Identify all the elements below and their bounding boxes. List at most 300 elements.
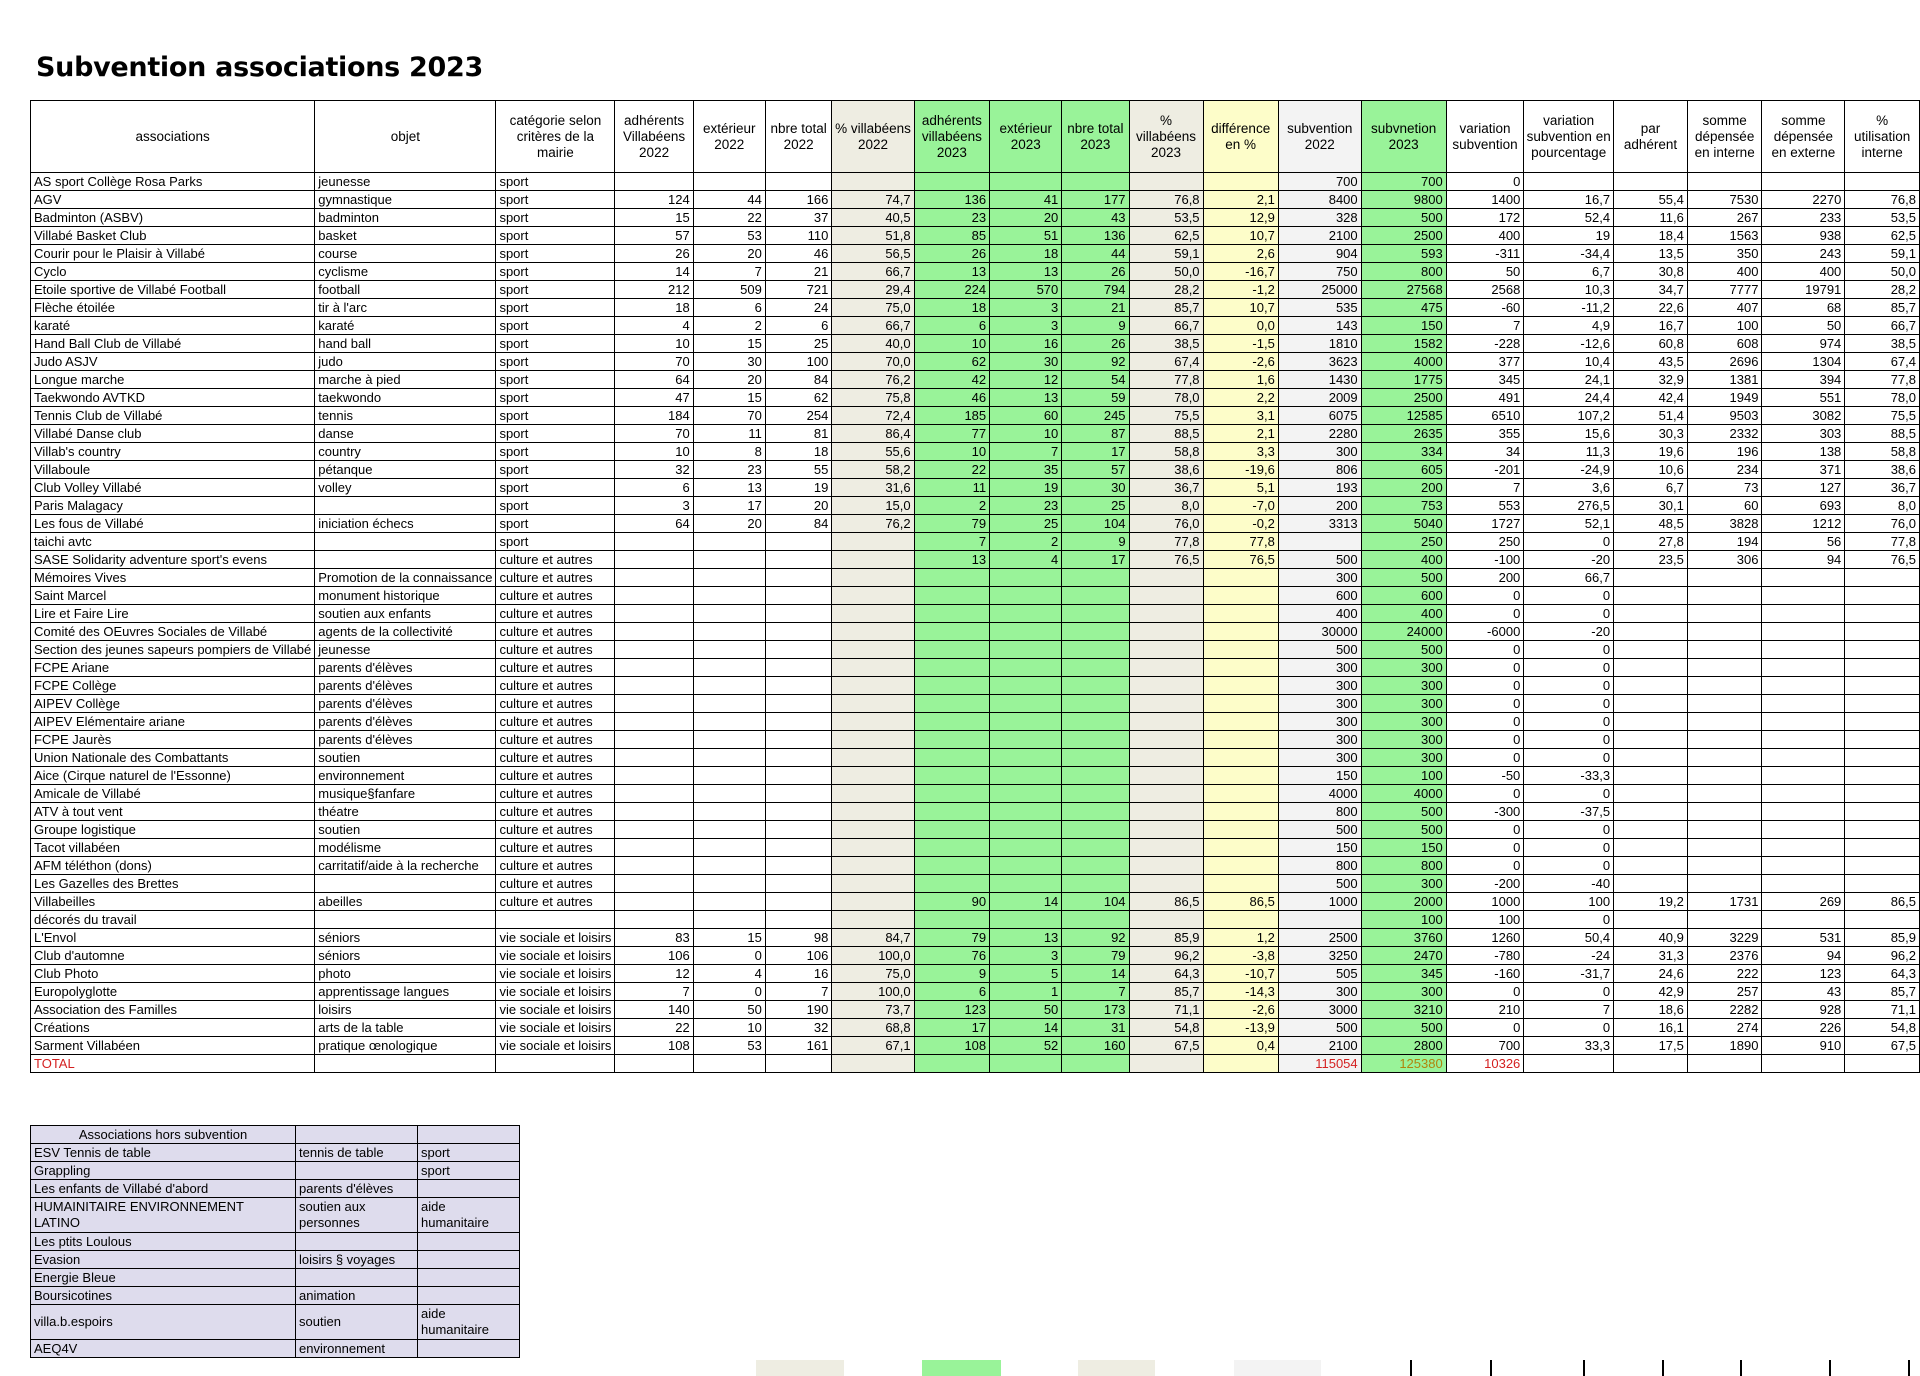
table-cell: 17,5 [1614,1037,1688,1055]
table-cell: 64,3 [1129,965,1203,983]
table-cell [990,821,1062,839]
table-cell: Villabé Danse club [31,425,315,443]
table-cell: 24000 [1361,623,1446,641]
hors-row [31,1162,520,1180]
table-cell [1845,605,1920,623]
table-cell [1129,587,1203,605]
table-cell [1845,785,1920,803]
table-cell: 24,6 [1614,965,1688,983]
table-cell: 32 [765,1019,832,1037]
table-cell [1203,641,1278,659]
table-cell: AIPEV Collège [31,695,315,713]
table-cell: 22 [914,461,990,479]
table-cell [765,641,832,659]
table-cell: 62 [914,353,990,371]
table-cell: 2282 [1687,1001,1762,1019]
table-cell: animation [296,1287,418,1305]
table-cell: 11,6 [1614,209,1688,227]
table-cell: 6510 [1446,407,1524,425]
table-cell: 124 [615,191,693,209]
table-cell: AEQ4V [31,1340,296,1358]
table-cell [1845,1055,1920,1073]
table-cell: Association des Familles [31,1001,315,1019]
table-cell: 66,7 [1845,317,1920,335]
table-cell: Grappling [31,1162,296,1180]
table-cell: ATV à tout vent [31,803,315,821]
table-cell [832,749,914,767]
table-cell [1762,695,1845,713]
table-cell: sport [496,371,615,389]
table-cell: 400 [1687,263,1762,281]
table-cell: 21 [765,263,832,281]
table-cell [1062,641,1129,659]
table-cell [914,803,990,821]
table-cell: 0 [693,983,765,1001]
table-cell: 85,7 [1129,299,1203,317]
table-cell: 85 [914,227,990,245]
table-cell [693,605,765,623]
table-row [31,587,1920,605]
table-cell: théatre [315,803,496,821]
table-cell: 150 [1361,839,1446,857]
table-cell: 22,6 [1614,299,1688,317]
table-cell: 16 [765,965,832,983]
table-cell [1762,767,1845,785]
table-cell: 6 [914,317,990,335]
table-cell: 40,9 [1614,929,1688,947]
table-cell: 67,1 [832,1037,914,1055]
hors-row [31,1305,520,1340]
table-cell: 3250 [1278,947,1361,965]
table-cell: 7 [765,983,832,1001]
table-cell: -780 [1446,947,1524,965]
table-cell [1845,623,1920,641]
table-cell: 1381 [1687,371,1762,389]
table-cell [832,605,914,623]
table-cell: 75,8 [832,389,914,407]
table-cell: 531 [1762,929,1845,947]
table-cell: sport [496,389,615,407]
table-cell [765,569,832,587]
table-cell [1687,839,1762,857]
table-cell: 2470 [1361,947,1446,965]
table-cell [693,677,765,695]
table-cell: 19791 [1762,281,1845,299]
table-cell: 27,8 [1614,533,1688,551]
table-cell: 66,7 [832,317,914,335]
table-cell [832,875,914,893]
table-row [31,245,1920,263]
table-cell: 14 [990,893,1062,911]
table-cell: arts de la table [315,1019,496,1037]
table-cell [914,731,990,749]
table-cell [1845,875,1920,893]
table-cell: 0 [1524,731,1614,749]
column-header: somme dépensée en externe [1762,101,1845,173]
table-cell: 100 [1446,911,1524,929]
table-cell: -200 [1446,875,1524,893]
table-cell: -2,6 [1203,353,1278,371]
table-cell [914,875,990,893]
table-cell: Les enfants de Villabé d'abord [31,1180,296,1198]
column-header: catégorie selon critères de la mairie [496,101,615,173]
table-cell: 5040 [1361,515,1446,533]
table-cell: 18,4 [1614,227,1688,245]
table-cell: 50,0 [1129,263,1203,281]
table-cell [765,605,832,623]
table-cell: tennis [315,407,496,425]
table-cell [1687,749,1762,767]
hors-row [31,1180,520,1198]
table-row [31,353,1920,371]
table-cell: 245 [1062,407,1129,425]
table-cell: 98 [765,929,832,947]
table-cell: 75,5 [1845,407,1920,425]
table-cell: sport [496,317,615,335]
table-cell [765,731,832,749]
hors-row [31,1198,520,1233]
table-cell: 2500 [1278,929,1361,947]
table-cell [1614,749,1688,767]
table-cell: 2,1 [1203,191,1278,209]
table-cell: 34,7 [1614,281,1688,299]
table-cell: 14 [990,1019,1062,1037]
table-cell: Europolyglotte [31,983,315,1001]
table-cell [693,839,765,857]
table-cell: 25000 [1278,281,1361,299]
table-cell: Evasion [31,1251,296,1269]
table-cell: -2,6 [1203,1001,1278,1019]
table-cell: 24,1 [1524,371,1614,389]
table-cell: 0 [1524,641,1614,659]
table-cell: cyclisme [315,263,496,281]
table-cell [1062,749,1129,767]
table-cell: environnement [315,767,496,785]
table-cell: 10,6 [1614,461,1688,479]
table-cell [832,623,914,641]
table-cell [1203,821,1278,839]
table-cell: Groupe logistique [31,821,315,839]
table-cell: 10 [990,425,1062,443]
table-cell: 23 [914,209,990,227]
table-cell: 303 [1762,425,1845,443]
table-cell: 161 [765,1037,832,1055]
table-cell [418,1233,520,1251]
table-cell [693,875,765,893]
table-cell: 46 [914,389,990,407]
table-cell [315,911,496,929]
table-cell: -3,8 [1203,947,1278,965]
table-cell: 0 [1446,677,1524,695]
table-cell: 92 [1062,929,1129,947]
table-cell: football [315,281,496,299]
table-cell: 608 [1687,335,1762,353]
table-cell [693,659,765,677]
table-cell: 52 [990,1037,1062,1055]
table-cell: 700 [1278,173,1361,191]
table-cell: 20 [693,371,765,389]
table-cell: 16,7 [1524,191,1614,209]
table-cell: 1775 [1361,371,1446,389]
table-cell: -14,3 [1203,983,1278,1001]
table-cell: 0 [1446,821,1524,839]
table-cell [615,767,693,785]
table-cell: pratique œnologique [315,1037,496,1055]
table-cell [765,173,832,191]
table-cell [765,1055,832,1073]
table-cell [418,1180,520,1198]
table-cell: 77,8 [1845,533,1920,551]
table-cell: 400 [1446,227,1524,245]
table-cell [914,857,990,875]
table-cell: 3313 [1278,515,1361,533]
table-cell: 1212 [1762,515,1845,533]
table-cell [315,497,496,515]
table-cell [1845,677,1920,695]
table-cell: 62 [765,389,832,407]
table-cell: Judo ASJV [31,353,315,371]
table-cell: 904 [1278,245,1361,263]
table-cell [832,731,914,749]
table-cell [1762,173,1845,191]
table-cell: 4000 [1361,353,1446,371]
table-cell: 300 [1278,443,1361,461]
table-cell: 3 [615,497,693,515]
table-cell: culture et autres [496,623,615,641]
table-cell: 400 [1361,551,1446,569]
table-cell: 9503 [1687,407,1762,425]
table-cell [1062,911,1129,929]
table-cell [765,533,832,551]
table-cell [990,641,1062,659]
table-cell: 77,8 [1203,533,1278,551]
table-cell: 269 [1762,893,1845,911]
table-cell: 136 [914,191,990,209]
table-cell: 67,4 [1845,353,1920,371]
table-cell: 355 [1446,425,1524,443]
table-cell: 70 [615,425,693,443]
table-cell [765,785,832,803]
table-cell: 19 [765,479,832,497]
table-cell: sport [496,173,615,191]
table-cell: sport [496,191,615,209]
table-row [31,173,1920,191]
table-cell [1129,677,1203,695]
table-cell: 250 [1446,533,1524,551]
table-cell: 1890 [1687,1037,1762,1055]
table-cell [693,767,765,785]
table-cell: 110 [765,227,832,245]
table-cell: 76,5 [1129,551,1203,569]
table-cell: 3 [990,299,1062,317]
table-cell: 4 [615,317,693,335]
table-row [31,281,1920,299]
table-cell: Villab's country [31,443,315,461]
table-cell: 8400 [1278,191,1361,209]
table-cell: 37 [765,209,832,227]
table-cell: tennis de table [296,1144,418,1162]
table-cell: 1,6 [1203,371,1278,389]
table-cell: 43 [1062,209,1129,227]
table-cell: 72,4 [832,407,914,425]
table-cell: 77,8 [1129,533,1203,551]
table-cell [990,587,1062,605]
column-header: variation subvention [1446,101,1524,173]
table-cell: 300 [1361,749,1446,767]
table-cell [832,533,914,551]
table-row [31,731,1920,749]
table-cell: culture et autres [496,803,615,821]
table-cell: 28,2 [1129,281,1203,299]
table-cell: 1 [990,983,1062,1001]
table-cell: 551 [1762,389,1845,407]
table-cell: 693 [1762,497,1845,515]
table-cell: 3000 [1278,1001,1361,1019]
table-cell: 19 [1524,227,1614,245]
table-cell: 1949 [1687,389,1762,407]
table-cell: 94 [1762,947,1845,965]
table-cell [765,623,832,641]
table-cell: 300 [1278,731,1361,749]
table-cell [765,749,832,767]
table-cell: 177 [1062,191,1129,209]
table-cell: 190 [765,1001,832,1019]
table-cell: parents d'élèves [296,1180,418,1198]
table-cell: 7 [615,983,693,1001]
table-cell: 553 [1446,497,1524,515]
table-cell: 20 [693,245,765,263]
table-cell: 100,0 [832,947,914,965]
table-cell: 35 [990,461,1062,479]
column-header: % villabéens 2022 [832,101,914,173]
table-cell: Club Photo [31,965,315,983]
table-cell: 14 [615,263,693,281]
table-cell: Lire et Faire Lire [31,605,315,623]
table-cell: 30 [1062,479,1129,497]
table-cell: 13 [990,263,1062,281]
table-cell [418,1126,520,1144]
table-cell: 42,4 [1614,389,1688,407]
table-cell [914,173,990,191]
table-cell: -13,9 [1203,1019,1278,1037]
table-cell: 13 [914,551,990,569]
table-cell [693,569,765,587]
table-cell: 15 [693,929,765,947]
table-cell: sport [496,533,615,551]
table-cell [615,857,693,875]
table-cell [1203,605,1278,623]
table-cell: -160 [1446,965,1524,983]
table-cell: Villabé Basket Club [31,227,315,245]
table-cell: 0 [1524,785,1614,803]
table-cell [1062,569,1129,587]
table-cell: 20 [693,515,765,533]
table-cell: 7 [990,443,1062,461]
table-cell: parents d'élèves [315,713,496,731]
table-cell: 60 [1687,497,1762,515]
table-cell: 6,7 [1614,479,1688,497]
table-cell [1203,767,1278,785]
table-cell: 800 [1361,263,1446,281]
total-label: TOTAL [31,1055,315,1073]
table-cell: 94 [1762,551,1845,569]
table-cell [1062,173,1129,191]
table-cell: SASE Solidarity adventure sport's evens [31,551,315,569]
table-cell [1687,659,1762,677]
table-row [31,533,1920,551]
table-cell: sport [496,425,615,443]
table-row [31,929,1920,947]
table-cell: 18 [914,299,990,317]
table-cell [1203,677,1278,695]
table-cell [1129,839,1203,857]
table-cell [832,767,914,785]
table-cell [418,1269,520,1287]
table-cell: 9 [914,965,990,983]
table-cell [615,839,693,857]
table-cell: 76,8 [1845,191,1920,209]
table-cell: 0 [1524,587,1614,605]
table-cell: 2100 [1278,227,1361,245]
table-cell: 10,4 [1524,353,1614,371]
table-cell: 38,6 [1129,461,1203,479]
table-cell: pétanque [315,461,496,479]
table-cell: Saint Marcel [31,587,315,605]
table-cell: 15,6 [1524,425,1614,443]
table-cell: parents d'élèves [315,659,496,677]
table-cell: vie sociale et loisirs [496,1037,615,1055]
table-cell: culture et autres [496,587,615,605]
table-cell [496,1055,615,1073]
table-cell: -0,2 [1203,515,1278,533]
table-cell: 20 [765,497,832,515]
table-cell: soutien aux enfants [315,605,496,623]
table-cell: 750 [1278,263,1361,281]
table-cell [615,1055,693,1073]
table-cell [1203,173,1278,191]
table-cell: loisirs [315,1001,496,1019]
table-cell: -37,5 [1524,803,1614,821]
table-cell: 53 [693,1037,765,1055]
table-cell: 10,7 [1203,227,1278,245]
table-cell: 254 [765,407,832,425]
table-cell: 2,1 [1203,425,1278,443]
table-cell [1845,911,1920,929]
table-cell: 3 [990,317,1062,335]
column-header: subvention 2022 [1278,101,1361,173]
table-cell [1687,1055,1762,1073]
table-cell [832,587,914,605]
table-cell [990,911,1062,929]
table-cell [693,713,765,731]
table-row [31,497,1920,515]
table-cell [914,911,990,929]
table-cell [990,857,1062,875]
table-cell: 18 [990,245,1062,263]
table-cell [296,1233,418,1251]
table-cell: 2,6 [1203,245,1278,263]
table-cell [1203,839,1278,857]
table-cell: sport [496,461,615,479]
table-cell: 0 [1524,677,1614,695]
table-cell: 88,5 [1845,425,1920,443]
table-cell: 593 [1361,245,1446,263]
table-cell [1203,623,1278,641]
table-cell [765,857,832,875]
table-cell [1129,173,1203,191]
table-cell: 2 [990,533,1062,551]
table-cell: 2500 [1361,389,1446,407]
